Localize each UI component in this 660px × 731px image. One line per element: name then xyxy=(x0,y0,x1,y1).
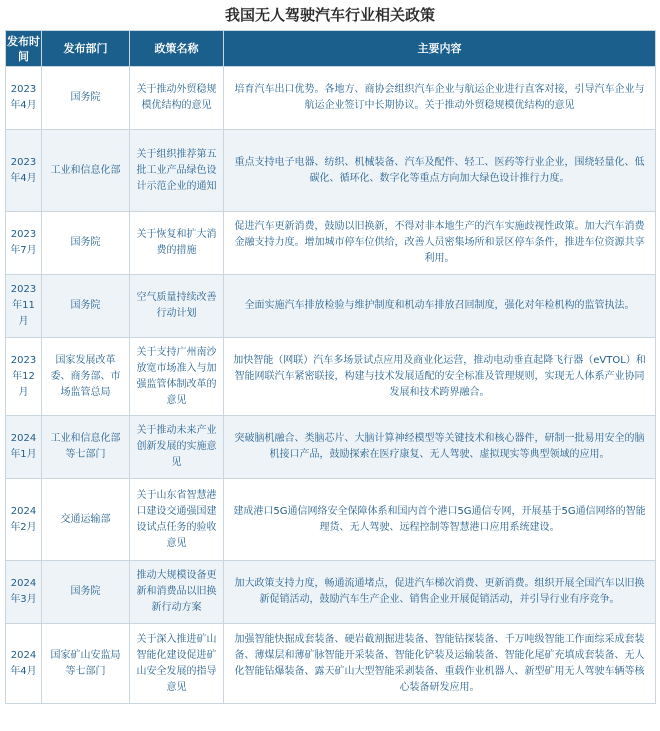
cell-content: 突破脑机融合、类脑芯片、大脑计算神经模型等关键技术和核心器件，研制一批易用安全的脑机接口产品，鼓励探索在医疗康复、无人驾驶、虚拟现实等典型领域的应用。 xyxy=(224,416,656,479)
cell-dept: 国务院 xyxy=(42,67,130,130)
table-row xyxy=(6,275,656,338)
table-row xyxy=(6,338,656,416)
header-name: 政策名称 xyxy=(130,31,224,67)
cell-name: 关于山东省智慧港口建设交通强国建设试点任务的验收意见 xyxy=(130,479,224,561)
cell-time: 2023年4月 xyxy=(6,130,42,212)
cell-dept: 国务院 xyxy=(42,275,130,338)
table-row xyxy=(6,416,656,479)
cell-name: 关于深入推进矿山智能化建设促进矿山安全发展的指导意见 xyxy=(130,624,224,704)
table-row xyxy=(6,561,656,624)
cell-content: 建成港口5G通信网络安全保障体系和国内首个港口5G通信专网，开展基于5G通信网络的智能理货、无人驾驶、远程控制等智慧港口应用系统建设。 xyxy=(224,479,656,561)
cell-content: 重点支持电子电器、纺织、机械装备、汽车及配件、轻工、医药等行业企业，围绕轻量化、低碳化、循环化、数字化等重点方向加大绿色设计推行力度。 xyxy=(224,130,656,212)
page-title: 我国无人驾驶汽车行业相关政策 xyxy=(224,6,435,24)
cell-content: 加快智能（网联）汽车多场景试点应用及商业化运营，推动电动垂直起降飞行器（eVTOL）和智能网联汽车紧密联接，构建与技术发展适配的安全标准及管理规则，实现无人体系产业协同发展和技术跨界融合。 xyxy=(224,338,656,416)
policy-table xyxy=(5,30,656,704)
cell-content: 加大政策支持力度，畅通流通堵点，促进汽车梯次消费、更新消费。组织开展全国汽车以旧换新促销活动，鼓励汽车生产企业、销售企业开展促销活动，并引导行业有序竞争。 xyxy=(224,561,656,624)
cell-dept: 交通运输部 xyxy=(42,479,130,561)
cell-content: 促进汽车更新消费，鼓励以旧换新，不得对非本地生产的汽车实施歧视性政策。加大汽车消费金融支持力度。增加城市停车位供给，改善人员密集场所和景区停车条件，推进车位资源共享利用。 xyxy=(224,212,656,275)
cell-dept: 工业和信息化部 xyxy=(42,130,130,212)
cell-time: 2024年4月 xyxy=(6,624,42,704)
cell-dept: 国家矿山安监局等七部门 xyxy=(42,624,130,704)
table-row xyxy=(6,624,656,704)
cell-content: 全面实施汽车排放检验与维护制度和机动车排放召回制度，强化对年检机构的监管执法。 xyxy=(224,275,656,338)
table-row xyxy=(6,67,656,130)
cell-content: 培育汽车出口优势。各地方、商协会组织汽车企业与航运企业进行直客对接，引导汽车企业与航运企业签订中长期协议。关于推动外贸稳规模优结构的意见 xyxy=(224,67,656,130)
header-dept: 发布部门 xyxy=(42,31,130,67)
cell-time: 2024年1月 xyxy=(6,416,42,479)
cell-name: 关于组织推荐第五批工业产品绿色设计示范企业的通知 xyxy=(130,130,224,212)
cell-content: 加强智能快掘成套装备、硬岩截割掘进装备、智能钻探装备、千万吨级智能工作面综采成套装备、薄煤层和薄矿脉智能开采装备、智能化铲装及运输装备、智能化尾矿充填成套装备、无人化智能钻爆装备、露天矿山大型智能采剥装备、重载作业机器人、新型矿用无人驾驶车辆等核心装备研发应用。 xyxy=(224,624,656,704)
cell-time: 2023年12月 xyxy=(6,338,42,416)
cell-time: 2024年2月 xyxy=(6,479,42,561)
table-row xyxy=(6,479,656,561)
cell-time: 2023年7月 xyxy=(6,212,42,275)
cell-time: 2024年3月 xyxy=(6,561,42,624)
cell-dept: 国务院 xyxy=(42,212,130,275)
cell-name: 推动大规模设备更新和消费品以旧换新行动方案 xyxy=(130,561,224,624)
cell-dept: 国家发展改革委、商务部、市场监管总局 xyxy=(42,338,130,416)
table-row xyxy=(6,212,656,275)
cell-name: 关于支持广州南沙放宽市场准入与加强监管体制改革的意见 xyxy=(130,338,224,416)
cell-time: 2023年4月 xyxy=(6,67,42,130)
cell-name: 关于推动外贸稳规模优结构的意见 xyxy=(130,67,224,130)
header-content: 主要内容 xyxy=(224,31,656,67)
cell-name: 关于恢复和扩大消费的措施 xyxy=(130,212,224,275)
cell-dept: 工业和信息化部等七部门 xyxy=(42,416,130,479)
table-row xyxy=(6,130,656,212)
table-header-row xyxy=(6,31,656,67)
cell-name: 空气质量持续改善行动计划 xyxy=(130,275,224,338)
header-time: 发布时间 xyxy=(6,31,42,67)
cell-dept: 国务院 xyxy=(42,561,130,624)
cell-name: 关于推动未来产业创新发展的实施意见 xyxy=(130,416,224,479)
cell-time: 2023年11月 xyxy=(6,275,42,338)
